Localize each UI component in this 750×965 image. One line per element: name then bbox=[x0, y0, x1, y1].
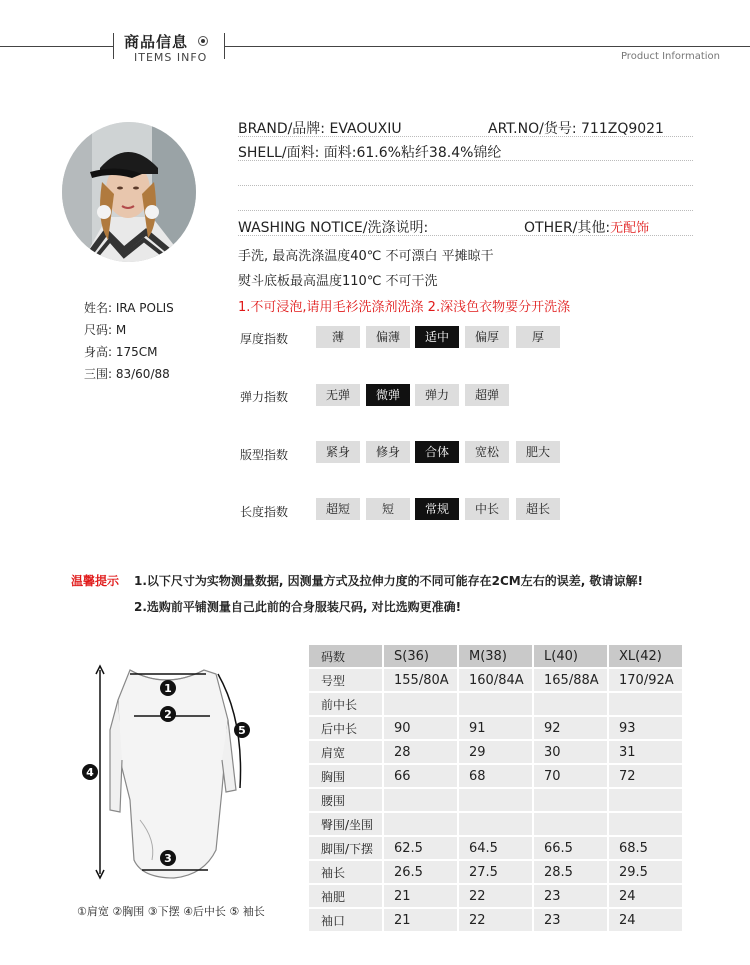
table-cell: 170/92A bbox=[609, 669, 682, 691]
table-cell: 66 bbox=[384, 765, 457, 787]
table-cell: 23 bbox=[534, 909, 607, 931]
table-row bbox=[309, 789, 682, 811]
table-cell: 胸围 bbox=[309, 765, 382, 787]
thickness-option: 厚 bbox=[516, 326, 560, 348]
thickness-option-selected: 适中 bbox=[415, 326, 459, 348]
table-cell: 90 bbox=[384, 717, 457, 739]
diagram-legend: ①肩宽 ②胸围 ③下摆 ④后中长 ⑤ 袖长 bbox=[77, 905, 265, 918]
table-cell: 160/84A bbox=[459, 669, 532, 691]
table-cell: 29.5 bbox=[609, 861, 682, 883]
tip-line-2: 2.选购前平铺测量自己此前的合身服装尺码, 对比选购更准确! bbox=[134, 600, 462, 614]
fit-option: 宽松 bbox=[465, 441, 509, 463]
table-cell: 前中长 bbox=[309, 693, 382, 715]
table-cell: 29 bbox=[459, 741, 532, 763]
table-cell: 袖长 bbox=[309, 861, 382, 883]
marker-2: 2 bbox=[164, 708, 172, 721]
tips-title: 温馨提示 bbox=[71, 574, 120, 588]
table-cell: 72 bbox=[609, 765, 682, 787]
other-label bbox=[524, 217, 649, 237]
table-cell bbox=[459, 789, 532, 811]
table-row bbox=[309, 669, 682, 691]
fit-index-label: 版型指数 bbox=[240, 448, 289, 462]
table-cell bbox=[384, 789, 457, 811]
table-cell: 24 bbox=[609, 909, 682, 931]
marker-5: 5 bbox=[238, 724, 246, 737]
length-option: 超长 bbox=[516, 498, 560, 520]
divider bbox=[238, 136, 693, 137]
section-title-cn: 商品信息 bbox=[124, 33, 189, 51]
table-cell bbox=[459, 693, 532, 715]
shell-text: SHELL/面料: 面料:61.6%粘纤38.4%锦纶 bbox=[238, 145, 502, 161]
thickness-option: 偏厚 bbox=[465, 326, 509, 348]
table-row bbox=[309, 741, 682, 763]
table-cell: 号型 bbox=[309, 669, 382, 691]
table-cell: 26.5 bbox=[384, 861, 457, 883]
table-header-cell: M(38) bbox=[459, 645, 532, 667]
table-cell: 62.5 bbox=[384, 837, 457, 859]
model-measurements: 三围: 83/60/88 bbox=[84, 367, 170, 381]
table-row bbox=[309, 909, 682, 931]
table-row bbox=[309, 861, 682, 883]
header-line-right bbox=[224, 46, 750, 47]
table-cell: 66.5 bbox=[534, 837, 607, 859]
table-cell bbox=[534, 789, 607, 811]
other-value: 无配饰 bbox=[610, 221, 650, 236]
table-cell: 23 bbox=[534, 885, 607, 907]
table-cell: 腰围 bbox=[309, 789, 382, 811]
marker-4: 4 bbox=[86, 766, 94, 779]
table-cell: 21 bbox=[384, 909, 457, 931]
table-cell: 68.5 bbox=[609, 837, 682, 859]
table-cell: 70 bbox=[534, 765, 607, 787]
table-cell: 袖口 bbox=[309, 909, 382, 931]
table-row bbox=[309, 717, 682, 739]
bullet-icon bbox=[198, 36, 208, 46]
table-cell bbox=[609, 789, 682, 811]
table-header-cell: 码数 bbox=[309, 645, 382, 667]
table-cell: 27.5 bbox=[459, 861, 532, 883]
fit-option: 修身 bbox=[366, 441, 410, 463]
brand-text: BRAND/品牌: EVAOUXIU bbox=[238, 121, 402, 137]
divider bbox=[238, 185, 693, 186]
table-header-cell: L(40) bbox=[534, 645, 607, 667]
table-cell: 肩宽 bbox=[309, 741, 382, 763]
table-row bbox=[309, 885, 682, 907]
washing-notice-label: WASHING NOTICE/洗涤说明: bbox=[238, 220, 429, 236]
wash-instruction-2: 熨斗底板最高温度110℃ 不可干洗 bbox=[238, 274, 438, 289]
fit-option-selected: 合体 bbox=[415, 441, 459, 463]
table-row bbox=[309, 813, 682, 835]
divider bbox=[238, 160, 693, 161]
table-cell: 30 bbox=[534, 741, 607, 763]
garment-diagram bbox=[76, 660, 276, 890]
model-info bbox=[84, 297, 174, 385]
table-cell bbox=[384, 693, 457, 715]
table-cell bbox=[609, 813, 682, 835]
table-cell: 21 bbox=[384, 885, 457, 907]
elasticity-index-label: 弹力指数 bbox=[240, 390, 289, 404]
table-cell: 92 bbox=[534, 717, 607, 739]
fit-option: 肥大 bbox=[516, 441, 560, 463]
art-no-text: ART.NO/货号: 711ZQ9021 bbox=[488, 121, 664, 137]
table-cell: 22 bbox=[459, 909, 532, 931]
thickness-option: 偏薄 bbox=[366, 326, 410, 348]
length-option: 超短 bbox=[316, 498, 360, 520]
wash-warning: 1.不可浸泡,请用毛衫洗涤剂洗涤 2.深浅色衣物要分开洗涤 bbox=[238, 300, 571, 315]
elasticity-option: 超弹 bbox=[465, 384, 509, 406]
product-information-label: Product Information bbox=[620, 51, 720, 62]
table-cell bbox=[384, 813, 457, 835]
table-header-cell: S(36) bbox=[384, 645, 457, 667]
model-photo bbox=[62, 122, 196, 262]
wash-instruction-1: 手洗, 最高洗涤温度40℃ 不可漂白 平摊晾干 bbox=[238, 249, 494, 264]
length-option: 中长 bbox=[465, 498, 509, 520]
section-title-en: ITEMS INFO bbox=[134, 51, 208, 64]
table-cell: 袖肥 bbox=[309, 885, 382, 907]
table-row bbox=[309, 693, 682, 715]
elasticity-option: 弹力 bbox=[415, 384, 459, 406]
marker-1: 1 bbox=[164, 682, 172, 695]
table-header-row bbox=[309, 645, 682, 667]
length-option-selected: 常规 bbox=[415, 498, 459, 520]
table-cell: 64.5 bbox=[459, 837, 532, 859]
table-row bbox=[309, 837, 682, 859]
thickness-index-label: 厚度指数 bbox=[240, 332, 289, 346]
table-cell: 脚围/下摆 bbox=[309, 837, 382, 859]
divider bbox=[238, 235, 693, 236]
table-cell: 165/88A bbox=[534, 669, 607, 691]
table-cell: 155/80A bbox=[384, 669, 457, 691]
elasticity-option: 无弹 bbox=[316, 384, 360, 406]
model-size: 尺码: M bbox=[84, 323, 127, 337]
marker-3: 3 bbox=[164, 852, 172, 865]
table-cell bbox=[534, 813, 607, 835]
table-cell bbox=[459, 813, 532, 835]
table-header-cell: XL(42) bbox=[609, 645, 682, 667]
model-name: 姓名: IRA POLIS bbox=[84, 301, 174, 315]
table-cell: 68 bbox=[459, 765, 532, 787]
table-cell: 93 bbox=[609, 717, 682, 739]
table-cell: 24 bbox=[609, 885, 682, 907]
fit-option: 紧身 bbox=[316, 441, 360, 463]
table-cell bbox=[534, 693, 607, 715]
table-cell: 22 bbox=[459, 885, 532, 907]
thickness-option: 薄 bbox=[316, 326, 360, 348]
table-cell: 91 bbox=[459, 717, 532, 739]
table-cell: 28.5 bbox=[534, 861, 607, 883]
table-cell: 28 bbox=[384, 741, 457, 763]
other-label-text: OTHER/其他: bbox=[524, 220, 611, 236]
model-height: 身高: 175CM bbox=[84, 345, 158, 359]
elasticity-option-selected: 微弹 bbox=[366, 384, 410, 406]
divider bbox=[238, 210, 693, 211]
table-cell bbox=[609, 693, 682, 715]
length-option: 短 bbox=[366, 498, 410, 520]
length-index-label: 长度指数 bbox=[240, 505, 289, 519]
tip-line-1: 1.以下尺寸为实物测量数据, 因测量方式及拉伸力度的不同可能存在2CM左右的误差, 敬请谅解! bbox=[134, 574, 643, 588]
size-table bbox=[307, 643, 684, 933]
table-cell: 31 bbox=[609, 741, 682, 763]
header-line-left bbox=[0, 46, 114, 47]
table-cell: 后中长 bbox=[309, 717, 382, 739]
table-cell: 臀围/坐围 bbox=[309, 813, 382, 835]
table-row bbox=[309, 765, 682, 787]
